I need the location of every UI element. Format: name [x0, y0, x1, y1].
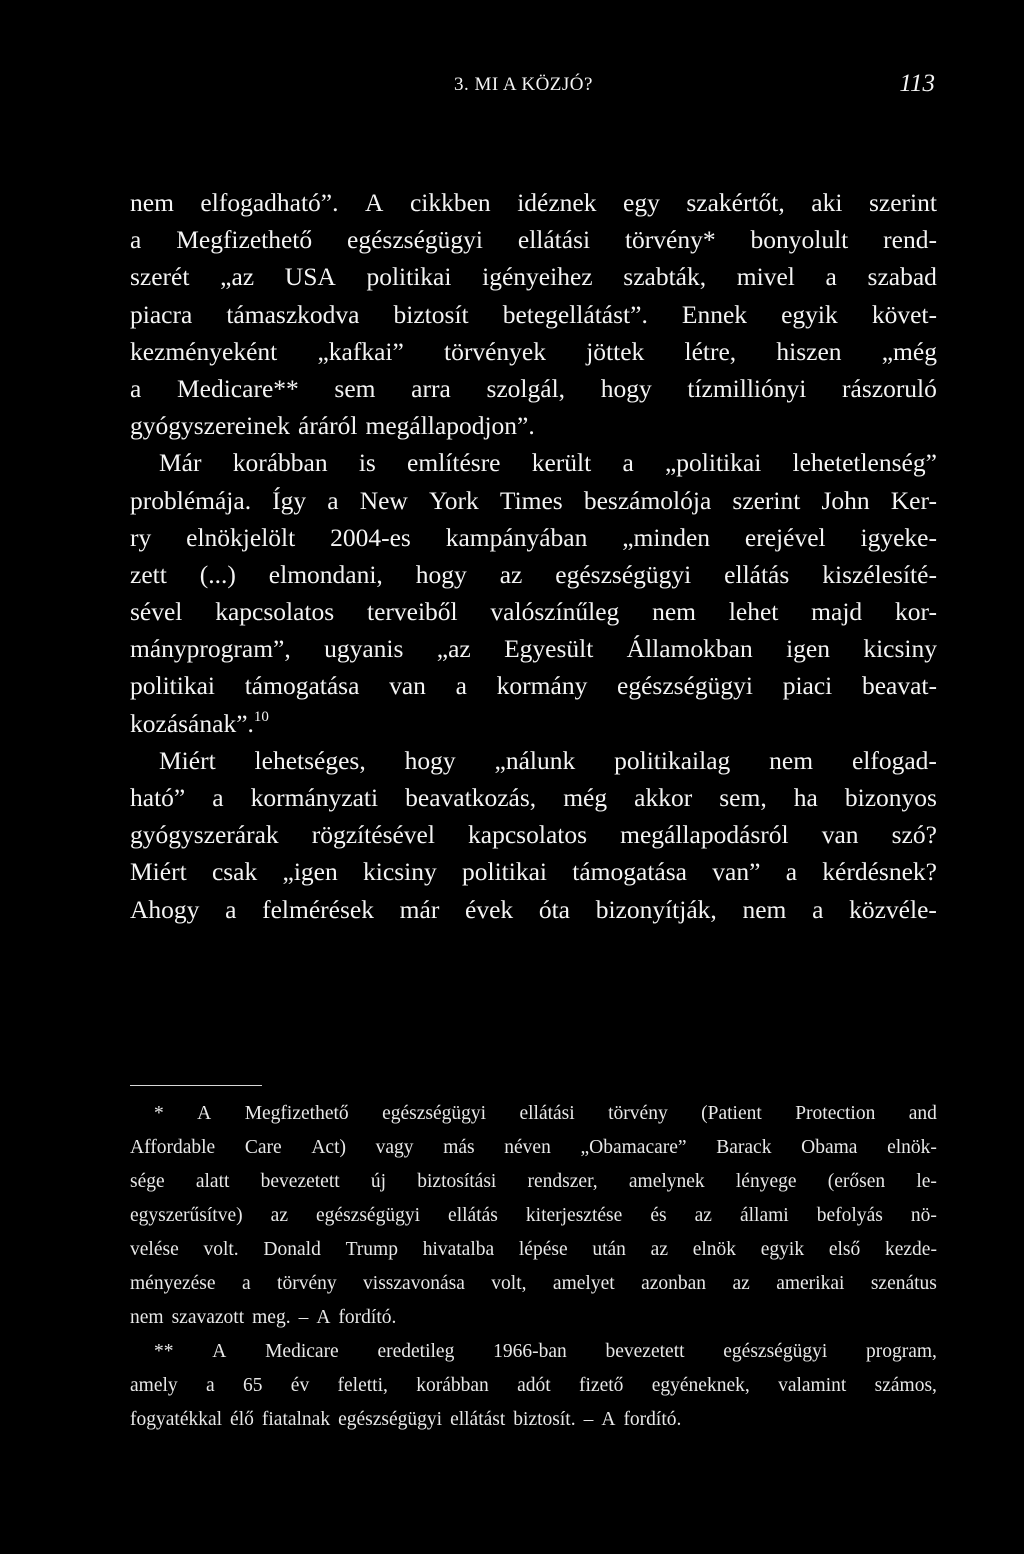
word: szakértőt, — [686, 188, 785, 217]
word: elnök — [692, 1239, 737, 1260]
word: számos, — [874, 1375, 937, 1396]
text-line — [130, 333, 937, 370]
word: * — [154, 1103, 164, 1124]
word: egyik — [781, 299, 838, 329]
word: Medicare — [265, 1341, 339, 1362]
word: fizető — [579, 1375, 624, 1396]
word: Így — [272, 485, 307, 515]
word: amelynek — [628, 1171, 705, 1192]
word: (...) — [199, 559, 236, 589]
page-header — [130, 70, 935, 102]
word: néven — [504, 1137, 551, 1158]
word: szabták, — [623, 262, 707, 292]
word: „igen — [282, 857, 338, 887]
footnote-separator — [130, 1085, 262, 1086]
word: A — [365, 188, 384, 217]
word: van” — [712, 857, 761, 887]
word: kapcsolatos — [468, 820, 588, 850]
word: politikailag — [614, 745, 731, 775]
word: hiszen — [776, 336, 842, 366]
word: kicsiny — [363, 857, 437, 887]
word: – — [583, 1409, 594, 1430]
word: amely — [130, 1375, 178, 1396]
word: Ahogy — [130, 894, 200, 924]
word: aki — [811, 188, 843, 217]
word: a — [225, 894, 237, 924]
word: lényege — [735, 1171, 797, 1192]
word: kampányában — [445, 522, 588, 552]
word: sége — [130, 1171, 165, 1192]
word: más — [443, 1137, 475, 1158]
word: valószínűleg — [490, 597, 620, 627]
word: Ker- — [890, 485, 937, 515]
word: ellátási — [519, 1103, 575, 1124]
word: korábban — [232, 448, 328, 478]
word: fordító. — [623, 1409, 682, 1430]
word: a — [327, 485, 339, 515]
word: egészségügyi — [555, 559, 692, 589]
word: kezményeként — [130, 336, 278, 366]
word: törvény — [277, 1273, 337, 1294]
word: támaszkodva — [226, 299, 360, 329]
word: program, — [866, 1341, 937, 1362]
word: „Obamacare” — [580, 1137, 687, 1158]
word: kapcsolatos — [215, 597, 335, 627]
word: nem — [130, 1307, 164, 1328]
word: feletti, — [337, 1375, 388, 1396]
word: eredetileg — [377, 1341, 455, 1362]
word: rászoruló — [842, 373, 937, 403]
footnote-line — [130, 1131, 937, 1165]
word: van — [821, 820, 859, 850]
word: hogy — [600, 373, 652, 403]
word: gyógyszerárak — [130, 820, 279, 850]
word: le- — [916, 1171, 937, 1192]
text-line — [130, 593, 937, 630]
word: hogy — [404, 745, 456, 775]
word: még — [563, 783, 608, 812]
word: USA — [284, 262, 336, 292]
word: A — [212, 1341, 227, 1362]
word: kor- — [894, 597, 937, 627]
word: biztosít — [393, 299, 469, 329]
text-line — [130, 519, 937, 556]
word: Donald — [263, 1239, 321, 1260]
word: Trump — [345, 1239, 398, 1260]
word: elnökjelölt — [186, 522, 296, 552]
word: követ- — [871, 299, 937, 329]
word: bizonyos — [844, 783, 937, 812]
word: ellátás — [724, 559, 790, 589]
text-line — [130, 705, 937, 742]
text-line — [130, 556, 937, 593]
word: első — [828, 1239, 861, 1260]
word: a — [825, 262, 837, 292]
word: bevezetett — [260, 1171, 340, 1192]
word: „minden — [622, 522, 711, 552]
word: szerét — [130, 262, 190, 292]
word: meg. — [252, 1307, 291, 1328]
word: valamint — [778, 1375, 847, 1396]
word: szerint — [732, 485, 801, 515]
word: a — [130, 373, 142, 403]
word: piacra — [130, 299, 193, 329]
word: „az — [220, 262, 255, 292]
word: majd — [811, 597, 863, 627]
word: szolgál, — [486, 373, 566, 403]
word: a — [130, 225, 142, 255]
word: amelyet — [552, 1273, 615, 1294]
word: a — [241, 1273, 251, 1294]
word: kiszélesíté- — [822, 559, 937, 589]
word: elfogad- — [851, 745, 937, 775]
word: egészségügyi — [338, 1409, 443, 1430]
word: Már — [159, 448, 202, 478]
word: elfogadható”. — [200, 188, 339, 217]
word: 65 — [242, 1375, 263, 1396]
word: Megfizethető — [176, 225, 313, 255]
word: sem, — [719, 783, 767, 812]
word: amerikai — [776, 1273, 845, 1294]
footnote-line — [130, 1301, 937, 1335]
word: problémája. — [130, 485, 252, 515]
text-line — [130, 296, 937, 333]
word: ** — [154, 1341, 174, 1362]
word: velése — [130, 1239, 179, 1260]
word: Act) — [311, 1137, 346, 1158]
word: élő — [230, 1409, 254, 1430]
word: – — [298, 1307, 309, 1328]
word: a — [212, 783, 224, 812]
word: rend- — [883, 225, 937, 255]
word: szerint — [868, 188, 937, 217]
footnote-reference[interactable]: 10 — [253, 708, 269, 725]
word: Egyesült — [504, 634, 594, 664]
word: Miért — [130, 857, 187, 887]
text-line — [130, 742, 937, 779]
word: egészségügyi — [316, 1205, 420, 1226]
word: A — [197, 1103, 212, 1124]
word: kiterjesztése — [525, 1205, 623, 1226]
word: nem — [742, 894, 787, 924]
word: törvény* — [624, 225, 716, 255]
word: (erősen — [827, 1171, 886, 1192]
footnote-line — [130, 1369, 937, 1403]
word: rendszer, — [527, 1171, 598, 1192]
footnote-line — [130, 1233, 937, 1267]
word: Barack — [716, 1137, 772, 1158]
word: piaci — [782, 671, 833, 701]
word: bevezetett — [605, 1341, 685, 1362]
word: Affordable — [130, 1137, 216, 1158]
word: fogyatékkal — [130, 1409, 223, 1430]
word: visszavonása — [363, 1273, 465, 1294]
word: törvények — [444, 336, 546, 366]
footnotes — [130, 1097, 937, 1437]
word: ményezése — [130, 1273, 216, 1294]
word: erejével — [744, 522, 826, 552]
word: mányprogram”, — [130, 634, 291, 664]
word: az — [270, 1205, 288, 1226]
word: az — [650, 1239, 668, 1260]
word: vagy — [375, 1137, 414, 1158]
word: a — [455, 671, 467, 701]
word: megállapodásról — [620, 820, 789, 850]
footnote-line — [130, 1199, 937, 1233]
word: az — [732, 1273, 750, 1294]
word: nem — [652, 597, 697, 627]
word: új — [370, 1171, 387, 1192]
word: létre, — [684, 336, 737, 366]
word: ellátás — [448, 1205, 498, 1226]
word: sével — [130, 597, 183, 627]
text-line — [130, 891, 937, 928]
word: van — [389, 671, 426, 701]
word: bizonyítják, — [595, 894, 717, 924]
word: A — [316, 1307, 331, 1328]
word: gyógyszereinek — [130, 411, 291, 441]
word: York — [428, 485, 479, 515]
word: a — [812, 894, 824, 924]
word: biztosít. — [513, 1409, 576, 1430]
word: megállapodjon”. — [365, 411, 535, 441]
word: kozásának”.$^{10}$ — [130, 708, 269, 738]
word: New — [359, 485, 408, 515]
word: terveiből — [366, 597, 458, 627]
text-line — [130, 444, 937, 481]
word: óta — [538, 894, 570, 924]
word: tízmilliónyi — [687, 373, 807, 403]
body-text — [130, 184, 937, 928]
word: „nálunk — [494, 745, 576, 775]
word: nem — [130, 188, 174, 217]
word: zett — [130, 559, 167, 589]
word: ha — [793, 783, 818, 812]
word: akkor — [634, 783, 693, 812]
word: hivatalba — [422, 1239, 495, 1260]
word: szavazott — [171, 1307, 245, 1328]
word: egészségügyi — [617, 671, 753, 701]
word: „még — [881, 336, 937, 366]
word: a — [622, 448, 634, 478]
word: kormány — [496, 671, 588, 701]
word: után — [592, 1239, 626, 1260]
word: Obama — [801, 1137, 858, 1158]
word: alatt — [195, 1171, 230, 1192]
word: (Patient — [701, 1103, 762, 1124]
word: „politikai — [664, 448, 762, 478]
word: beszámolója — [583, 485, 712, 515]
word: Medicare** — [176, 373, 299, 403]
word: lépése — [518, 1239, 568, 1260]
word: egészségügyi — [723, 1341, 828, 1362]
word: politikai — [130, 671, 215, 701]
word: lehetetlenség” — [792, 448, 937, 478]
word: igyeke- — [860, 522, 937, 552]
word: Times — [499, 485, 563, 515]
word: ugyanis — [324, 634, 404, 664]
word: biztosítási — [417, 1171, 497, 1192]
word: „az — [436, 634, 471, 664]
word: kormányzati — [250, 783, 379, 812]
word: John — [821, 485, 870, 515]
word: hogy — [415, 559, 467, 589]
text-line — [130, 853, 937, 890]
word: egészségügyi — [347, 225, 483, 255]
text-line — [130, 407, 937, 444]
word: egyéneknek, — [651, 1375, 750, 1396]
footnote-line — [130, 1335, 937, 1369]
word: az — [694, 1205, 712, 1226]
word: áráról — [298, 411, 358, 441]
word: szenátus — [870, 1273, 937, 1294]
word: Ennek — [681, 299, 748, 329]
word: A — [601, 1409, 616, 1430]
word: ellátást — [450, 1409, 506, 1430]
word: mivel — [736, 262, 795, 292]
word: közvéle- — [849, 894, 937, 924]
word: azonban — [641, 1273, 707, 1294]
text-line — [130, 482, 937, 519]
word: volt. — [203, 1239, 239, 1260]
word: nö- — [910, 1205, 937, 1226]
word: ellátási — [517, 225, 591, 255]
word: Megfizethető — [244, 1103, 349, 1124]
word: korábban — [416, 1375, 489, 1396]
word: igényeihez — [482, 262, 593, 292]
word: állami — [739, 1205, 789, 1226]
page-number: 113 — [899, 70, 935, 97]
footnote-line — [130, 1165, 937, 1199]
word: említésre — [407, 448, 501, 478]
word: Protection — [795, 1103, 876, 1124]
word: 1966-ban — [493, 1341, 567, 1362]
word: egy — [623, 188, 660, 217]
word: kezde- — [885, 1239, 937, 1260]
word: Care — [244, 1137, 282, 1158]
word: and — [908, 1103, 937, 1124]
text-line — [130, 221, 937, 258]
word: szabad — [867, 262, 937, 292]
footnote-line — [130, 1267, 937, 1301]
word: Miért — [159, 745, 216, 775]
footnote-line — [130, 1403, 937, 1437]
word: a — [785, 857, 798, 887]
word: év — [290, 1375, 310, 1396]
word: lehetséges, — [254, 745, 366, 775]
word: politikai — [462, 857, 547, 887]
word: felmérések — [262, 894, 374, 924]
text-line — [130, 630, 937, 667]
word: betegellátást”. — [502, 299, 648, 329]
word: egészségügyi — [382, 1103, 487, 1124]
word: ható” — [130, 783, 186, 812]
word: Államokban — [626, 634, 753, 664]
word: és — [650, 1205, 667, 1226]
word: egyik — [760, 1239, 805, 1260]
word: beavatkozás, — [405, 783, 537, 812]
word: törvény — [608, 1103, 668, 1124]
word: a — [205, 1375, 215, 1396]
word: csak — [211, 857, 258, 887]
word: elmondani, — [268, 559, 383, 589]
text-line — [130, 184, 937, 221]
word: került — [531, 448, 592, 478]
word: politikai — [366, 262, 452, 292]
word: támogatása — [244, 671, 360, 701]
word: ry — [130, 522, 152, 552]
word: támogatása — [572, 857, 687, 887]
word: idéznek — [517, 188, 597, 217]
word: elnök- — [887, 1137, 937, 1158]
word: évek — [465, 894, 514, 924]
word: volt, — [491, 1273, 527, 1294]
text-line — [130, 816, 937, 853]
word: is — [358, 448, 376, 478]
text-line — [130, 779, 937, 816]
word: arra — [411, 373, 451, 403]
word: „kafkai” — [317, 336, 404, 366]
word: rögzítésével — [311, 820, 435, 850]
word: 2004-es — [330, 522, 411, 552]
text-line — [130, 258, 937, 295]
word: igen — [786, 634, 830, 664]
word: már — [399, 894, 440, 924]
word: beavat- — [861, 671, 937, 701]
text-line — [130, 667, 937, 704]
word: sem — [334, 373, 376, 403]
word: lehet — [728, 597, 779, 627]
word: kérdésnek? — [822, 857, 937, 887]
word: nem — [769, 745, 814, 775]
word: szó? — [891, 820, 937, 850]
running-head: 3. MI A KÖZJÓ? — [454, 74, 593, 95]
word: befolyás — [816, 1205, 883, 1226]
word: jöttek — [586, 336, 645, 366]
word: fiatalnak — [261, 1409, 331, 1430]
word: bonyolult — [750, 225, 849, 255]
word: egyszerűsítve) — [130, 1205, 243, 1226]
word: fordító. — [338, 1307, 397, 1328]
footnote-line — [130, 1097, 937, 1131]
word: kicsiny — [863, 634, 937, 664]
word: adót — [517, 1375, 551, 1396]
text-line — [130, 370, 937, 407]
word: az — [499, 559, 523, 589]
word: cikkben — [409, 188, 491, 217]
